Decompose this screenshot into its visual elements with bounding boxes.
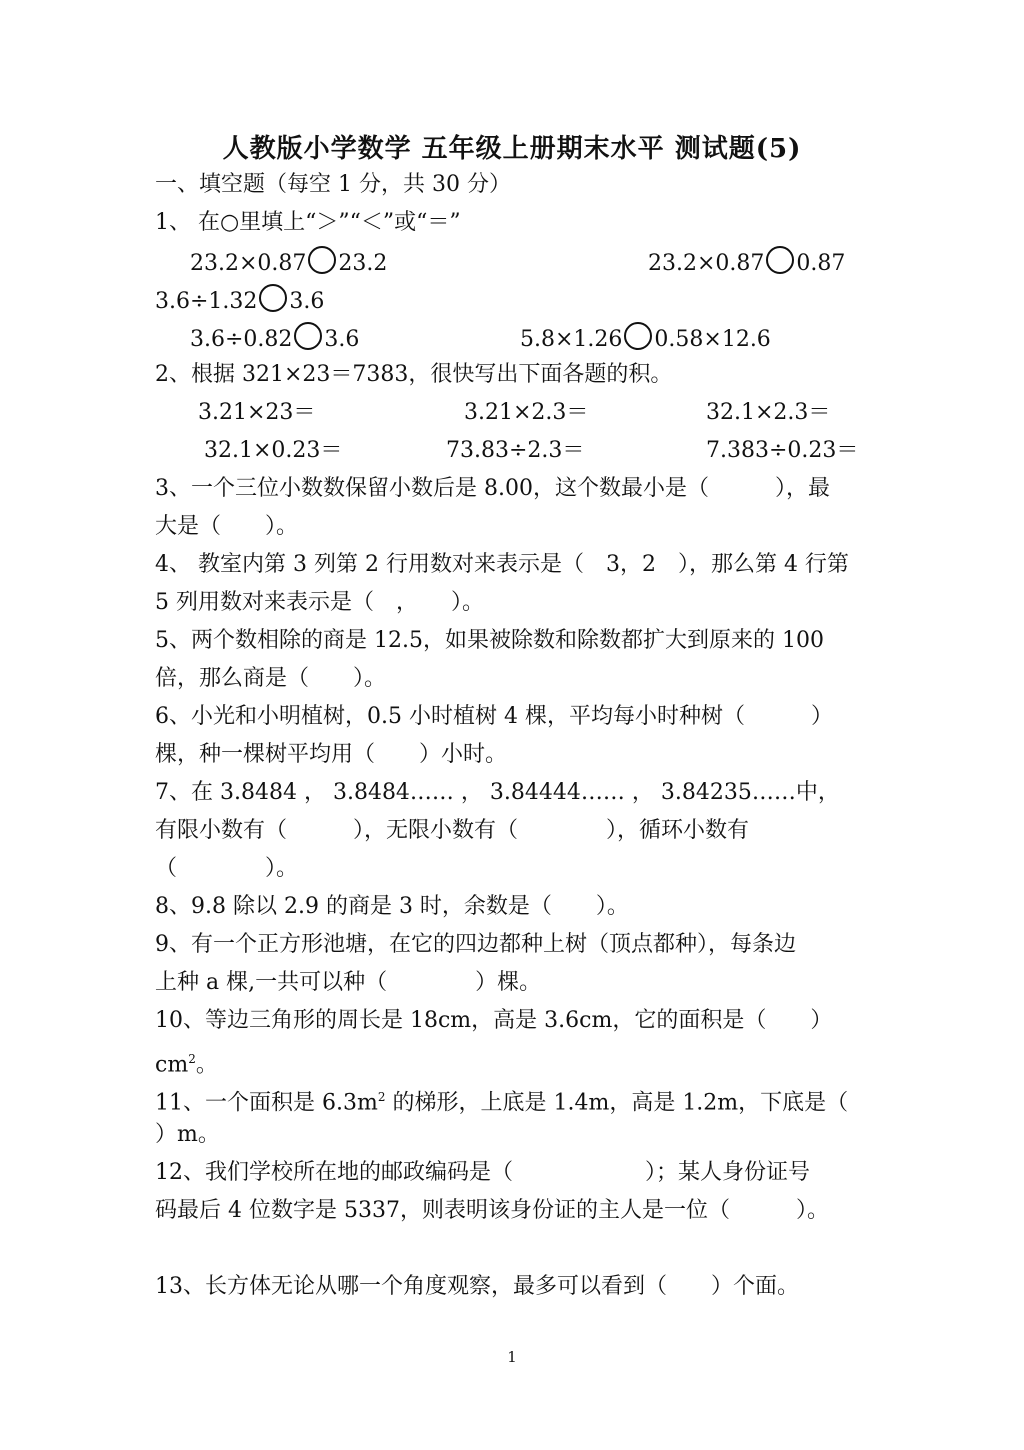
question-12-line-2: 码最后 4 位数字是 5337，则表明该身份证的主人是一位（ ）。 [155, 1198, 829, 1223]
question-12-line-1: 12、我们学校所在地的邮政编码是（ ）；某人身份证号 [155, 1160, 810, 1185]
page-title: 人教版小学数学 五年级上册期末水平 测试题(5) [222, 134, 802, 164]
question-11-line-2: ）m。 [155, 1122, 220, 1147]
answer-circle[interactable] [308, 246, 336, 274]
question-9-line-1: 9、有一个正方形池塘，在它的四边都种上树（顶点都种），每条边 [155, 932, 796, 957]
section-heading: 一、填空题（每空 1 分，共 30 分） [155, 172, 511, 197]
page-number: 1 [507, 1348, 517, 1366]
product-item: 7.383÷0.23＝ [706, 438, 859, 463]
question-2-stem: 2、根据 321×23＝7383，很快写出下面各题的积。 [155, 362, 673, 387]
question-13-line-1: 13、长方体无论从哪一个角度观察，最多可以看到（ ）个面。 [155, 1274, 799, 1299]
question-3-line-1: 3、一个三位小数数保留小数后是 8.00，这个数最小是（ ），最 [155, 476, 830, 501]
product-item: 3.21×23＝ [198, 400, 316, 425]
compare-item-d: 3.6÷0.82 3.6 [190, 322, 359, 355]
answer-circle[interactable] [624, 322, 652, 350]
question-5-line-1: 5、两个数相除的商是 12.5，如果被除数和除数都扩大到原来的 100 [155, 628, 824, 653]
answer-circle[interactable] [259, 284, 287, 312]
question-9-line-2: 上种 a 棵,一共可以种（ ）棵。 [155, 970, 542, 995]
question-6-line-2: 棵，种一棵树平均用（ ）小时。 [155, 742, 508, 767]
product-item: 32.1×0.23＝ [204, 438, 343, 463]
question-7-line-1: 7、在 3.8484 ， 3.8484…… ， 3.84444…… ， 3.84235……中， [155, 780, 840, 805]
question-7-line-2: 有限小数有（ ），无限小数有（ ），循环小数有 [155, 818, 750, 843]
question-8-line-1: 8、9.8 除以 2.9 的商是 3 时，余数是（ ）。 [155, 894, 629, 919]
product-item: 3.21×2.3＝ [464, 400, 589, 425]
question-1-stem: 1、 在○里填上“＞”“＜”或“＝” [155, 210, 461, 235]
compare-item-a: 23.2×0.87 23.2 [190, 246, 387, 279]
question-4-line-2: 5 列用数对来表示是（ ， ）。 [155, 590, 484, 615]
product-item: 73.83÷2.3＝ [446, 438, 585, 463]
compare-item-b: 23.2×0.87 0.87 [648, 246, 845, 279]
question-3-line-2: 大是（ ）。 [155, 514, 299, 539]
question-5-line-2: 倍，那么商是（ ）。 [155, 666, 387, 691]
compare-item-e: 5.8×1.26 0.58×12.6 [520, 322, 771, 355]
compare-item-c: 3.6÷1.32 3.6 [155, 284, 324, 317]
answer-circle[interactable] [294, 322, 322, 350]
question-11-line-1: 11、一个面积是 $6.3m^2$ 的梯形，上底是 1.4m，高是 1.2m，下底是（ [155, 1090, 849, 1116]
question-4-line-1: 4、 教室内第 3 列第 2 行用数对来表示是（ 3，2 ），那么第 4 行第 [155, 552, 849, 577]
product-item: 32.1×2.3＝ [706, 400, 831, 425]
question-10-line-2: $cm^2$。 [155, 1052, 218, 1078]
answer-circle[interactable] [766, 246, 794, 274]
question-7-line-3: （ ）。 [155, 856, 299, 881]
question-6-line-1: 6、小光和小明植树，0.5 小时植树 4 棵，平均每小时种树（ ） [155, 704, 833, 729]
question-10-line-1: 10、等边三角形的周长是 18cm，高是 3.6cm，它的面积是（ ） [155, 1008, 833, 1033]
